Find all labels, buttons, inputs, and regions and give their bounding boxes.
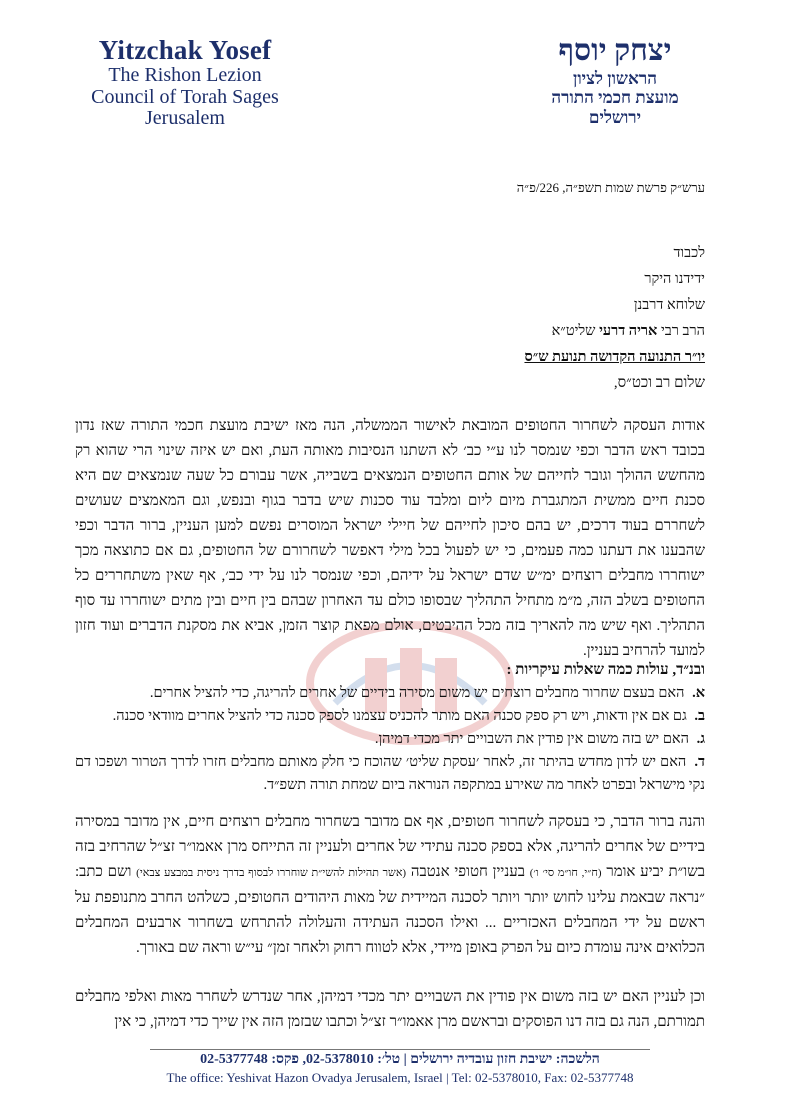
letterhead-name-en: Yitzchak Yosef [98,35,272,65]
question-item [75,705,705,728]
analysis-text-b: בעניין חטופי אנטבה [410,864,525,880]
greeting: שלום רב וכט״ס, [613,375,705,391]
analysis-note: (אשר תהילות להשי״ת שוחררו לבסוף בדרך ניסית במבצע צבאי) [136,867,407,879]
question-text: האם יש בזה משום אין פודין את השבויים יתר מכדי דמיהן. [374,731,689,747]
letterhead-name-he: יצחק יוסף [558,34,672,67]
address-suffix: שליט״א [551,323,596,339]
question-item [75,751,705,797]
analysis-citation: (ח״י, חו״מ סי׳ ו׳) [529,867,602,879]
address-line-4 [524,318,705,344]
question-letter: ד. [694,754,706,770]
english-letterhead [60,36,310,130]
question-letter: א. [692,685,705,701]
recipient-title: יו״ר התנועה הקדושה תנועת ש״ס [524,349,705,365]
question-text: האם בעצם שחרור מחבלים רוצחים יש משום מסירה בידיים של אחרים להריגה, כדי להציל אחרים. [149,685,685,701]
paragraph-ransom: וכן לעניין האם יש בזה משום אין פודין את השבויים יתר מכדי דמיהן, אחר שנדרש לשחרר מאות ואלפי מחבלים תמורתם, הנה גם בזה דנו הפוסקים ובראשם מרן אאמו״ר זצ״ל וכתבו שבזמן הזה אין שייך כדי דמיהן, כי אין [75,989,705,1030]
paragraph-intro: אודות העסקה לשחרור החטופים המובאת לאישור הממשלה, הנה מאז ישיבת מועצת חכמי התורה שאז נדון בכובד ראש הדבר וכפי שנמסר לנו ע״י כב׳ לא השתנו הנסיבות מאותה העת, ואם יש איזה שינוי הרי שהוא רק מהחשש ההולך וגובר לחייהם של אותם החטופים הנמצאים בשבייה, אשר עבורם כל שעה שנמצאים שם היא סכנת חיים ממשית המתגברת מיום ליום ומלבד עוד סכנות שיש בדבר בגוף ובנפש, וגם המאמצים שעושים לשחררם בעוד דרכים, יש בהם סיכון לחייהם של חיילי ישראל המוסרים נפשם למען העניין, ברור הדבר וכפי שהבענו את דעתנו כמה פעמים, כי יש לפעול בכל מילי דאפשר לשחרורם של החטופים, גם אם כתוצאה מכך ישוחררו מחבלים רוצחים ימ״ש שדם ישראל על ידיהם, וכפי שנמסר לנו על ידי כב׳, אף שאין משתחררים כל החטופים בשלב הזה, מ״מ מתחיל התהליך שבסופו כולם עד האחרון שבהם בין חיים ובין מתים ישוחררו עד סוף התהליך. ואף שיש מה להאריך בזה מכל ההיבטים, אולם מפאת קוצר הזמן, אביא את מסקנת הדברים ועוד חזון למועד להרחיב בעניין. [75,418,705,659]
address-prefix: הרב רבי [661,323,705,339]
letterhead-council-he: מועצת חכמי התורה [551,88,679,108]
letterhead-city-he: ירושלים [588,107,642,127]
question-text: האם יש לדון מחדש בהיתר זה, לאחר ׳עסקת שליט׳ שהוכח כי חלק מאותם מחבלים חזרו לדרך הטרור ושפכו דם נקי מישראל ובפרט לאחר מה שאירע במתקפה הנוראה ביום שמחת תורה תשפ״ד. [75,754,705,793]
footer [0,1052,800,1086]
letterhead-council-en: Council of Torah Sages [91,85,279,108]
footer-divider [150,1049,650,1050]
question-item [75,682,705,705]
address-line-1: לכבוד [673,245,705,261]
footer-english: The office: Yeshivat Hazon Ovadya Jerusalem, Israel | Tel: 02-5378010, Fax: 02-5377748 [166,1070,634,1085]
date-reference: ערש״ק פרשת שמות תשפ״ה, 226/פ״ה [516,180,705,195]
question-text: גם אם אין ודאות, ויש רק ספק סכנה האם מותר להכניס עצמנו לספק סכנה כדי להציל אחרים מוודאי סכנה. [112,708,687,724]
analysis-text-a: והנה ברור הדבר, כי בעסקה לשחרור חטופים, אף אם מדובר בשחרור מחבלים רוצחים חיים, אין מדובר במסירה בידיים של אחרים להריגה, אלא בספק סכנה עתידי של אחרים ולעניין זה התייחס מרן אאמו״ר זצ״ל שהרחיב בזה בשו״ת יביע אומר [75,814,706,880]
questions-list [75,682,705,797]
question-letter: ב. [694,708,705,724]
letterhead-city-en: Jerusalem [145,107,225,130]
letterhead-title-he: הראשון לציון [572,68,657,88]
footer-hebrew: הלשכה: ישיבת חזון עובדיה ירושלים | טל׳: 02-5378010, פקס: 02-5377748 [200,1052,600,1067]
hebrew-letterhead [480,34,750,127]
analysis-text-c: ושם כתב: ״נראה שבאמת עלינו לחוש יותר ויותר לסכנה המיידית של מאות היהודים החטופים, כשלהט החרב מתנופפת על ראשם על ידי המחבלים האכזריים ... ואילו הסכנה העתידה והעלולה להתרחש בשחרור ארבעים המחבלים הכלואים אינה עומדת כיום על הפרק באופן מיידי, אלא לטווח רחוק ולאחר זמן״ עי״ש וראה שם באורך. [75,864,705,956]
question-item [75,728,705,751]
address-line-3: שלוחא דרבנן [633,297,705,313]
recipient-name: אריה דרעי [599,323,658,339]
letterhead-title-en: The Rishon Lezion [108,64,262,87]
address-line-2: ידידנו היקר [644,271,705,287]
paragraph-analysis [75,810,705,961]
address-block [524,240,705,370]
question-letter: ג. [696,731,705,747]
questions-heading: ובנ״ד, עולות כמה שאלות עיקריות : [506,662,705,678]
